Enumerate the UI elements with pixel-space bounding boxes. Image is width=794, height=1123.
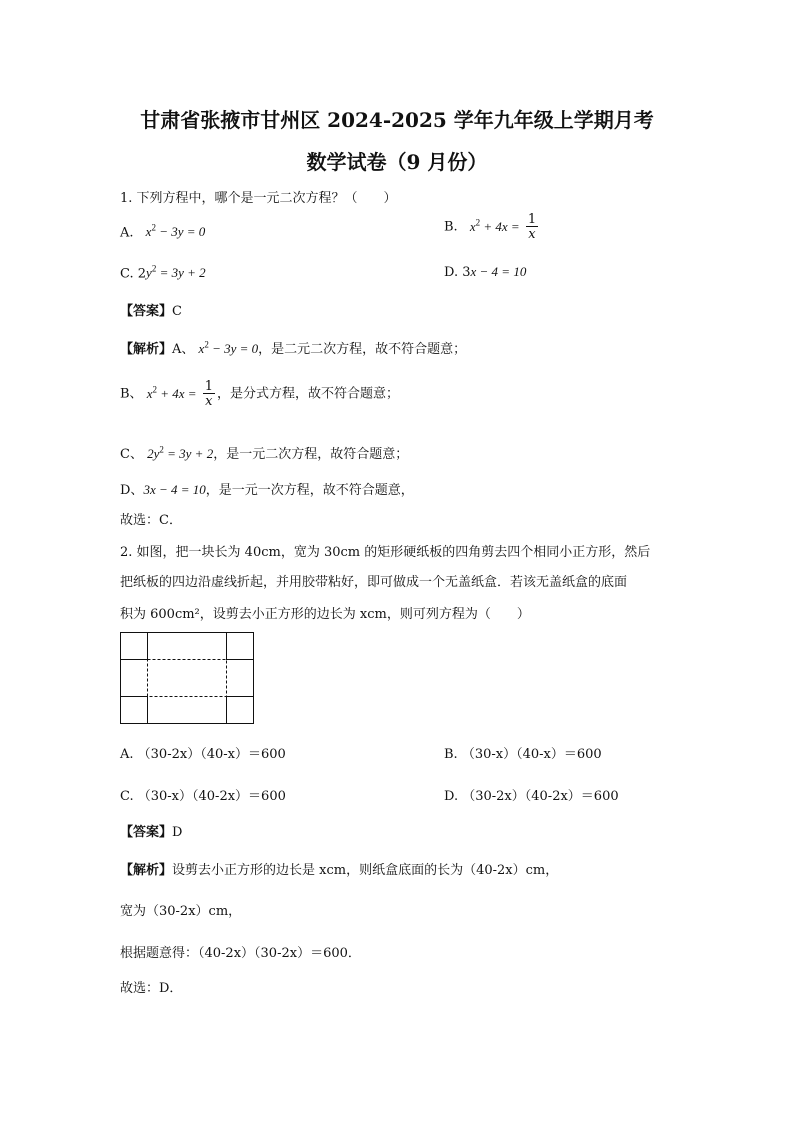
- q1-analysis-b-text: ，是分式方程，故不符合题意；: [216, 386, 399, 402]
- q1-option-b-num: 1: [527, 212, 537, 227]
- q1-option-a-expr-post: − 3y = 0: [155, 224, 206, 240]
- q1-answer-tag: 【答案】: [120, 304, 173, 319]
- q1-analysis-b-expr-pre: x: [146, 385, 153, 401]
- q1-analysis-d-expr: 3x − 4 = 10: [143, 482, 206, 497]
- box-net-figure: [120, 632, 256, 726]
- q1-option-a-expr-pre: x: [145, 224, 152, 240]
- q2-option-c: C. （30-x）（40-2x）＝600: [120, 789, 286, 804]
- q1-analysis-c-expr-post: = 3y + 2: [163, 446, 214, 461]
- q2-analysis-line2: 宽为（30-2x）cm，: [120, 904, 242, 919]
- q1-analysis-c-text: ，是一元二次方程，故符合题意；: [213, 447, 409, 462]
- corner-square-top-left: [121, 633, 148, 660]
- q1-analysis-a-text: ，是二元二次方程，故不符合题意；: [258, 342, 467, 357]
- q1-analysis-a-prefix: A、: [172, 342, 195, 357]
- q1-analysis-d-prefix: D、: [120, 483, 144, 498]
- q1-analysis-b-prefix: B、: [120, 386, 143, 402]
- q1-option-c-expr-pre: y: [146, 265, 152, 281]
- q1-option-c: C. $2y^2 = 3y + 2$: [120, 264, 206, 282]
- q2-answer-tag: 【答案】: [120, 825, 173, 840]
- q1-analysis-b-num: 1: [204, 379, 213, 394]
- q1-option-d-label: D. 3: [444, 265, 471, 280]
- q2-stem-line2: 把纸板的四边沿虚线折起，并用胶带粘好，即可做成一个无盖纸盒．若该无盖纸盒的底面: [120, 575, 628, 590]
- q2-option-d: D. （30-2x）（40-2x）＝600: [444, 789, 619, 804]
- q1-option-a: A. $x^2 - 3y = 0$: [120, 223, 206, 241]
- q2-option-a: A. （30-2x）（40-x）＝600: [120, 747, 286, 762]
- q1-option-b-fraction: [526, 213, 538, 241]
- q2-stem-line1: 2. 如图，把一块长为 40cm，宽为 30cm 的矩形硬纸板的四角剪去四个相同小正方形，然后: [120, 545, 651, 560]
- q2-conclusion: 故选：D．: [120, 981, 183, 996]
- q1-analysis-a-expr-pre: x: [198, 341, 205, 356]
- q2-analysis-tag: 【解析】: [120, 863, 173, 878]
- q1-option-d-expr: x − 4 = 10: [470, 264, 527, 279]
- q2-analysis-line3: 根据题意得：（40-2x）（30-2x）＝600．: [120, 946, 361, 961]
- q1-analysis-b-expr-mid: + 4x =: [156, 385, 197, 401]
- q1-analysis-c-expr-pre: 2y: [147, 446, 160, 461]
- q1-analysis-tag: 【解析】: [120, 342, 173, 357]
- q1-option-c-expr-post: = 3y + 2: [156, 265, 206, 281]
- q1-option-d: [444, 264, 526, 280]
- cardboard-outline: [121, 633, 254, 724]
- q1-answer-value: C: [172, 304, 182, 319]
- q1-option-a-label: A.: [120, 225, 134, 241]
- q2-answer-value: D: [172, 825, 183, 840]
- q1-answer: [120, 300, 182, 319]
- q1-conclusion: 故选：C．: [120, 513, 182, 528]
- q1-option-c-label: C. 2: [120, 266, 147, 282]
- q1-stem: 1. 下列方程中，哪个是一元二次方程？（ ）: [120, 191, 397, 206]
- q1-analysis-d-text: ，是一元一次方程，故不符合题意，: [205, 483, 414, 498]
- corner-square-bottom-left: [121, 697, 148, 724]
- page-title: 甘肃省张掖市甘州区 2024-2025 学年九年级上学期月考: [140, 108, 654, 132]
- fold-line-dashed: [148, 660, 227, 697]
- q2-option-b: B. （30-x）（40-x）＝600: [444, 747, 602, 762]
- q2-answer: [120, 821, 182, 840]
- q2-analysis-line1-text: 设剪去小正方形的边长是 xcm，则纸盒底面的长为（40-2x）cm，: [172, 863, 559, 878]
- q1-option-b-den: x: [528, 227, 536, 242]
- q1-analysis-b-fraction: [203, 380, 215, 408]
- corner-square-bottom-right: [227, 697, 254, 724]
- q1-analysis-a: 【解析】A、 $x^2 - 3y = 0$，是二元二次方程，故不符合题意；: [120, 339, 467, 357]
- q1-analysis-d: [120, 479, 414, 498]
- q1-option-b-label: B.: [444, 219, 458, 235]
- q1-analysis-b: B、 $x^2 + 4x$ = $\frac{1}{x}$ ，是分式方程，故不符合题意；: [120, 379, 399, 409]
- q1-analysis-c-prefix: C、: [120, 447, 143, 462]
- q1-analysis-a-expr-post: − 3y = 0: [208, 341, 259, 356]
- q1-option-b-expr-pre: x: [469, 218, 476, 234]
- q2-stem-line3: 积为 600cm²，设剪去小正方形的边长为 xcm，则可列方程为（ ）: [120, 607, 530, 622]
- page-subtitle: 数学试卷（9 月份）: [306, 150, 488, 174]
- q1-option-b: B. $x^2 + 4x$ = $\frac{1}{x}$: [444, 212, 537, 242]
- q2-analysis-line1: [120, 859, 558, 878]
- q1-analysis-c: C、 $2y^2 = 3y + 2$，是一元二次方程，故符合题意；: [120, 444, 409, 462]
- q1-option-b-expr-mid: + 4x =: [480, 218, 520, 234]
- q1-analysis-b-den: x: [205, 394, 213, 409]
- corner-square-top-right: [227, 633, 254, 660]
